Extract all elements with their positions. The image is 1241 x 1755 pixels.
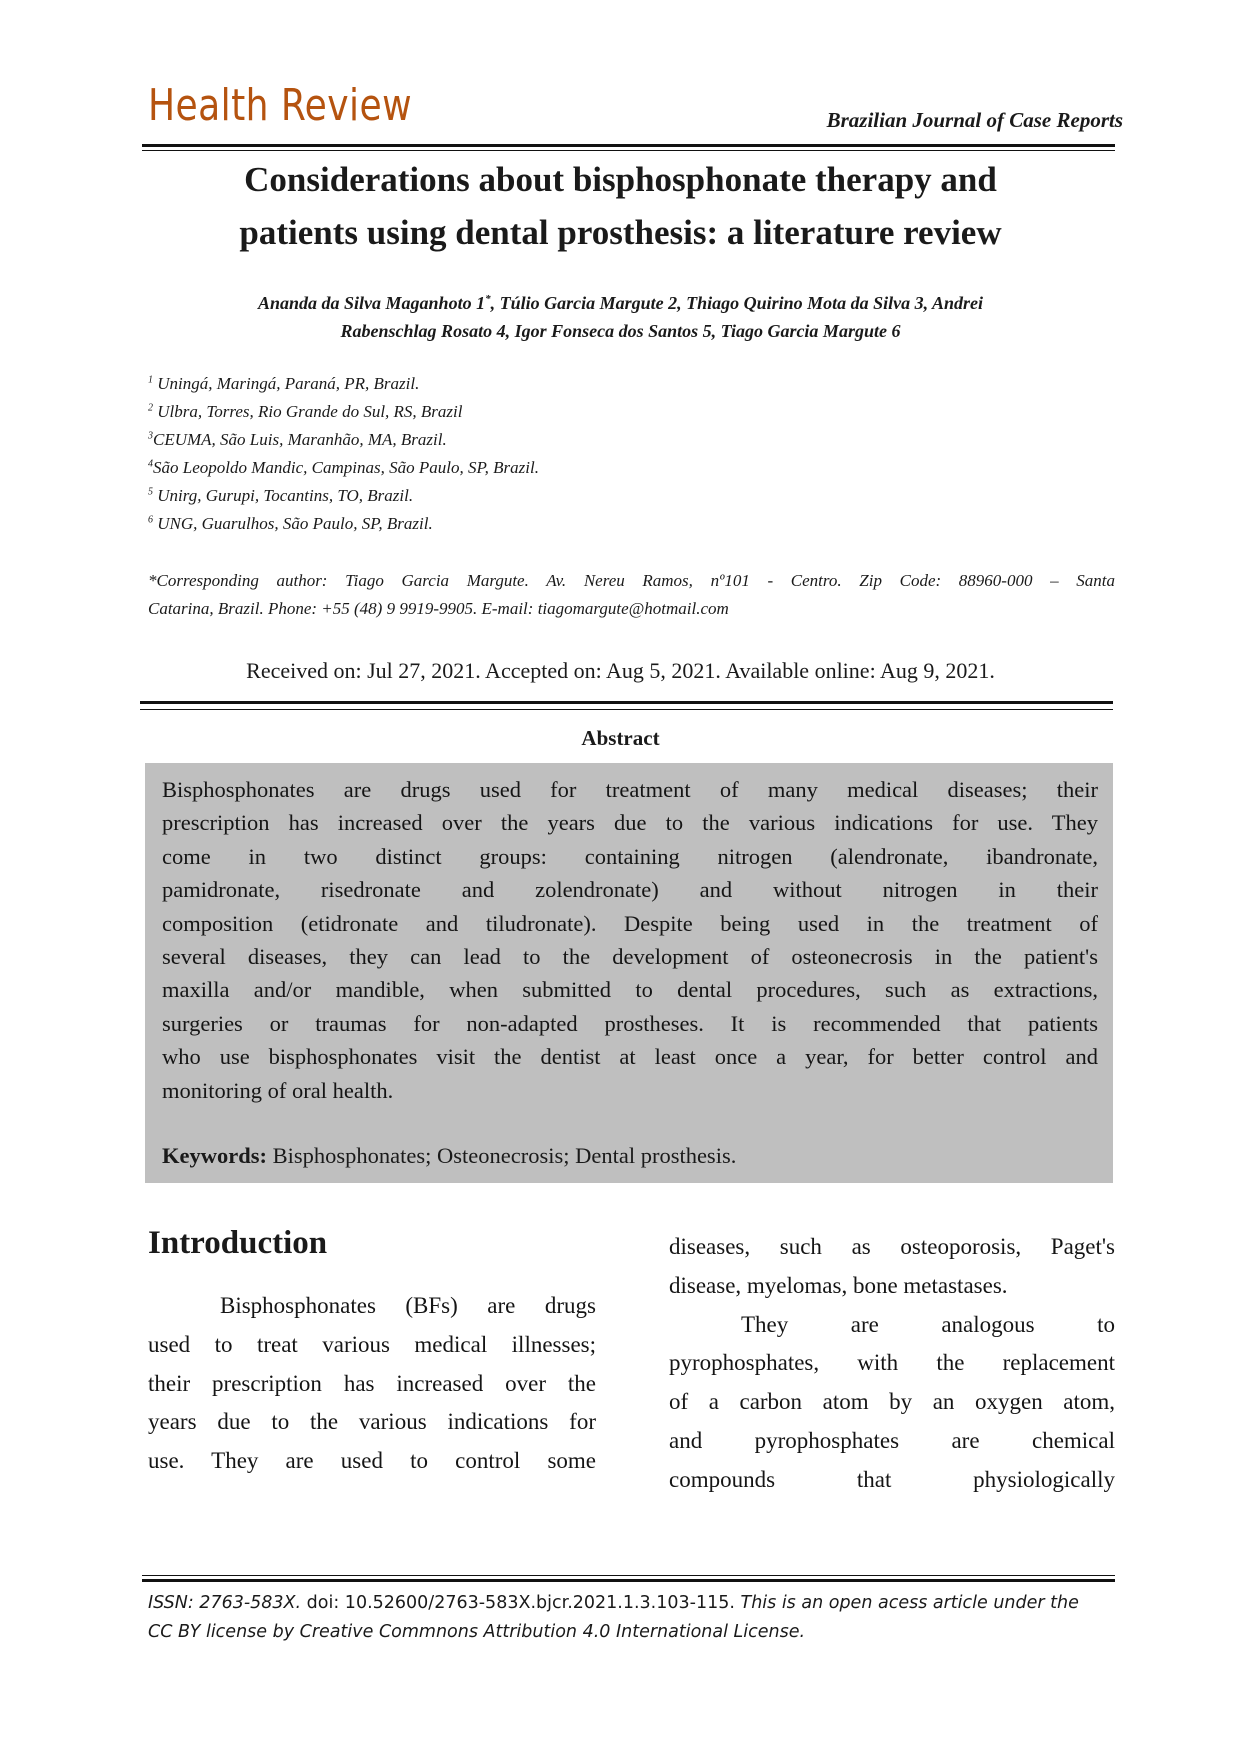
- abstract-line: monitoring of oral health.: [162, 1077, 394, 1103]
- body-line: their prescription has increased over the: [148, 1370, 596, 1396]
- dates-rule-thin: [140, 709, 1113, 710]
- affiliation-text: São Leopoldo Mandic, Campinas, São Paulo, SP, Brazil.: [153, 458, 539, 477]
- footer-license: [148, 1589, 1118, 1647]
- footer-rule-thick: [142, 1579, 1115, 1582]
- affiliation-number: 5: [148, 486, 153, 498]
- affiliation-4: [148, 458, 539, 478]
- affiliation-2: [148, 402, 463, 422]
- publication-dates: Received on: Jul 27, 2021. Accepted on: Aug 5, 2021. Available online: Aug 9, 2021.: [246, 658, 995, 683]
- corresponding-line: Catarina, Brazil. Phone: +55 (48) 9 9919-9905. E-mail: tiagomargute@hotmail.com: [148, 599, 729, 618]
- affiliation-text: UNG, Guarulhos, São Paulo, SP, Brazil.: [153, 514, 433, 533]
- author-line: [140, 285, 1101, 317]
- corresponding-author: [148, 567, 1115, 623]
- body-line: Bisphosphonates (BFs) are drugs: [220, 1293, 596, 1318]
- body-line: pyrophosphates, with the replacement: [669, 1350, 1115, 1376]
- abstract-line: maxilla and/or mandible, when submitted to dental procedures, such as extractions,: [162, 977, 1098, 1003]
- footer-license-text: CC BY license by Creative Commnons Attribution 4.0 International License.: [148, 1622, 806, 1642]
- affiliation-text: Uningá, Maringá, Paraná, PR, Brazil.: [153, 374, 420, 393]
- affiliation-number: 3: [148, 430, 153, 442]
- abstract-line: pamidronate, risedronate and zolendronate) and without nitrogen in their: [162, 877, 1098, 903]
- article-title-line: patients using dental prosthesis: a literature review: [239, 213, 1002, 252]
- keywords-label: Keywords:: [162, 1143, 267, 1168]
- author-line: Rabenschlag Rosato 4, Igor Fonseca dos Santos 5, Tiago Garcia Margute 6: [340, 321, 901, 341]
- affiliation-3: [148, 430, 447, 450]
- author-marker: *: [485, 293, 491, 305]
- abstract-line: several diseases, they can lead to the development of osteonecrosis in the patient's: [162, 944, 1098, 970]
- footer-license-text: This is an open acess article under the: [740, 1593, 1079, 1613]
- body-line: use. They are used to control some: [148, 1448, 596, 1474]
- dates-rule-thick: [140, 701, 1113, 704]
- header-rule-thick: [142, 144, 1115, 147]
- affiliation-number: 2: [148, 402, 153, 414]
- abstract-line: come in two distinct groups: containing nitrogen (alendronate, ibandronate,: [162, 843, 1098, 869]
- body-line: used to treat various medical illnesses;: [148, 1331, 596, 1357]
- header-rule-thin: [142, 150, 1115, 151]
- author-list: [140, 285, 1101, 345]
- section-heading-introduction: Introduction: [148, 1225, 328, 1261]
- footer-issn: ISSN: 2763-583X.: [148, 1593, 302, 1613]
- body-line: They are analogous to: [741, 1311, 1115, 1337]
- affiliation-text: CEUMA, São Luis, Maranhão, MA, Brazil.: [153, 430, 447, 449]
- footer-line: [148, 1589, 1118, 1618]
- keywords: [162, 1143, 736, 1169]
- abstract-body: [162, 773, 1098, 1107]
- abstract-heading: Abstract: [581, 726, 660, 750]
- footer-line: [148, 1618, 1118, 1647]
- abstract-line: composition (etidronate and tiludronate). Despite being used in the treatment of: [162, 910, 1098, 936]
- body-line: compounds that physiologically: [669, 1466, 1115, 1492]
- body-line: disease, myelomas, bone metastases.: [669, 1272, 1008, 1298]
- body-line: diseases, such as osteoporosis, Paget's: [669, 1234, 1115, 1259]
- affiliation-5: [148, 486, 413, 506]
- affiliation-number: 6: [148, 514, 153, 526]
- body-line: years due to the various indications for: [148, 1409, 596, 1435]
- footer-doi: doi: 10.52600/2763-583X.bjcr.2021.1.3.103-115.: [301, 1593, 741, 1613]
- affiliation-number: 1: [148, 374, 153, 386]
- affiliation-text: Unirg, Gurupi, Tocantins, TO, Brazil.: [153, 486, 414, 505]
- author-text: Ananda da Silva Maganhoto 1: [258, 293, 486, 313]
- body-line: of a carbon atom by an oxygen atom,: [669, 1389, 1115, 1415]
- body-column-left: [148, 1287, 596, 1481]
- affiliation-6: [148, 514, 433, 534]
- abstract-line: Bisphosphonates are drugs used for treatment of many medical diseases; their: [162, 777, 1098, 802]
- keywords-list: Bisphosphonates; Osteonecrosis; Dental prosthesis.: [267, 1143, 737, 1168]
- affiliation-1: [148, 374, 419, 394]
- abstract-line: prescription has increased over the years due to the various indications for use. They: [162, 810, 1098, 836]
- footer-rule-thin: [142, 1575, 1115, 1576]
- affiliation-number: 4: [148, 458, 153, 470]
- abstract-line: who use bisphosphonates visit the dentist at least once a year, for better control and: [162, 1044, 1098, 1070]
- article-title-line: Considerations about bisphosphonate therapy and: [244, 160, 997, 199]
- corresponding-line: *Corresponding author: Tiago Garcia Margute. Av. Nereu Ramos, nº101 - Centro. Zip Code: 88960-000 – Santa: [148, 571, 1115, 590]
- abstract-line: surgeries or traumas for non-adapted prostheses. It is recommended that patients: [162, 1010, 1098, 1036]
- journal-brand-logo: Health Review: [148, 80, 413, 131]
- article-title: [140, 153, 1101, 259]
- affiliation-text: Ulbra, Torres, Rio Grande do Sul, RS, Brazil: [153, 402, 463, 421]
- body-column-right: [669, 1228, 1115, 1500]
- author-text: , Túlio Garcia Margute 2, Thiago Quirino Mota da Silva 3, Andrei: [490, 293, 983, 313]
- body-line: and pyrophosphates are chemical: [669, 1427, 1115, 1453]
- journal-name: Brazilian Journal of Case Reports: [826, 108, 1123, 132]
